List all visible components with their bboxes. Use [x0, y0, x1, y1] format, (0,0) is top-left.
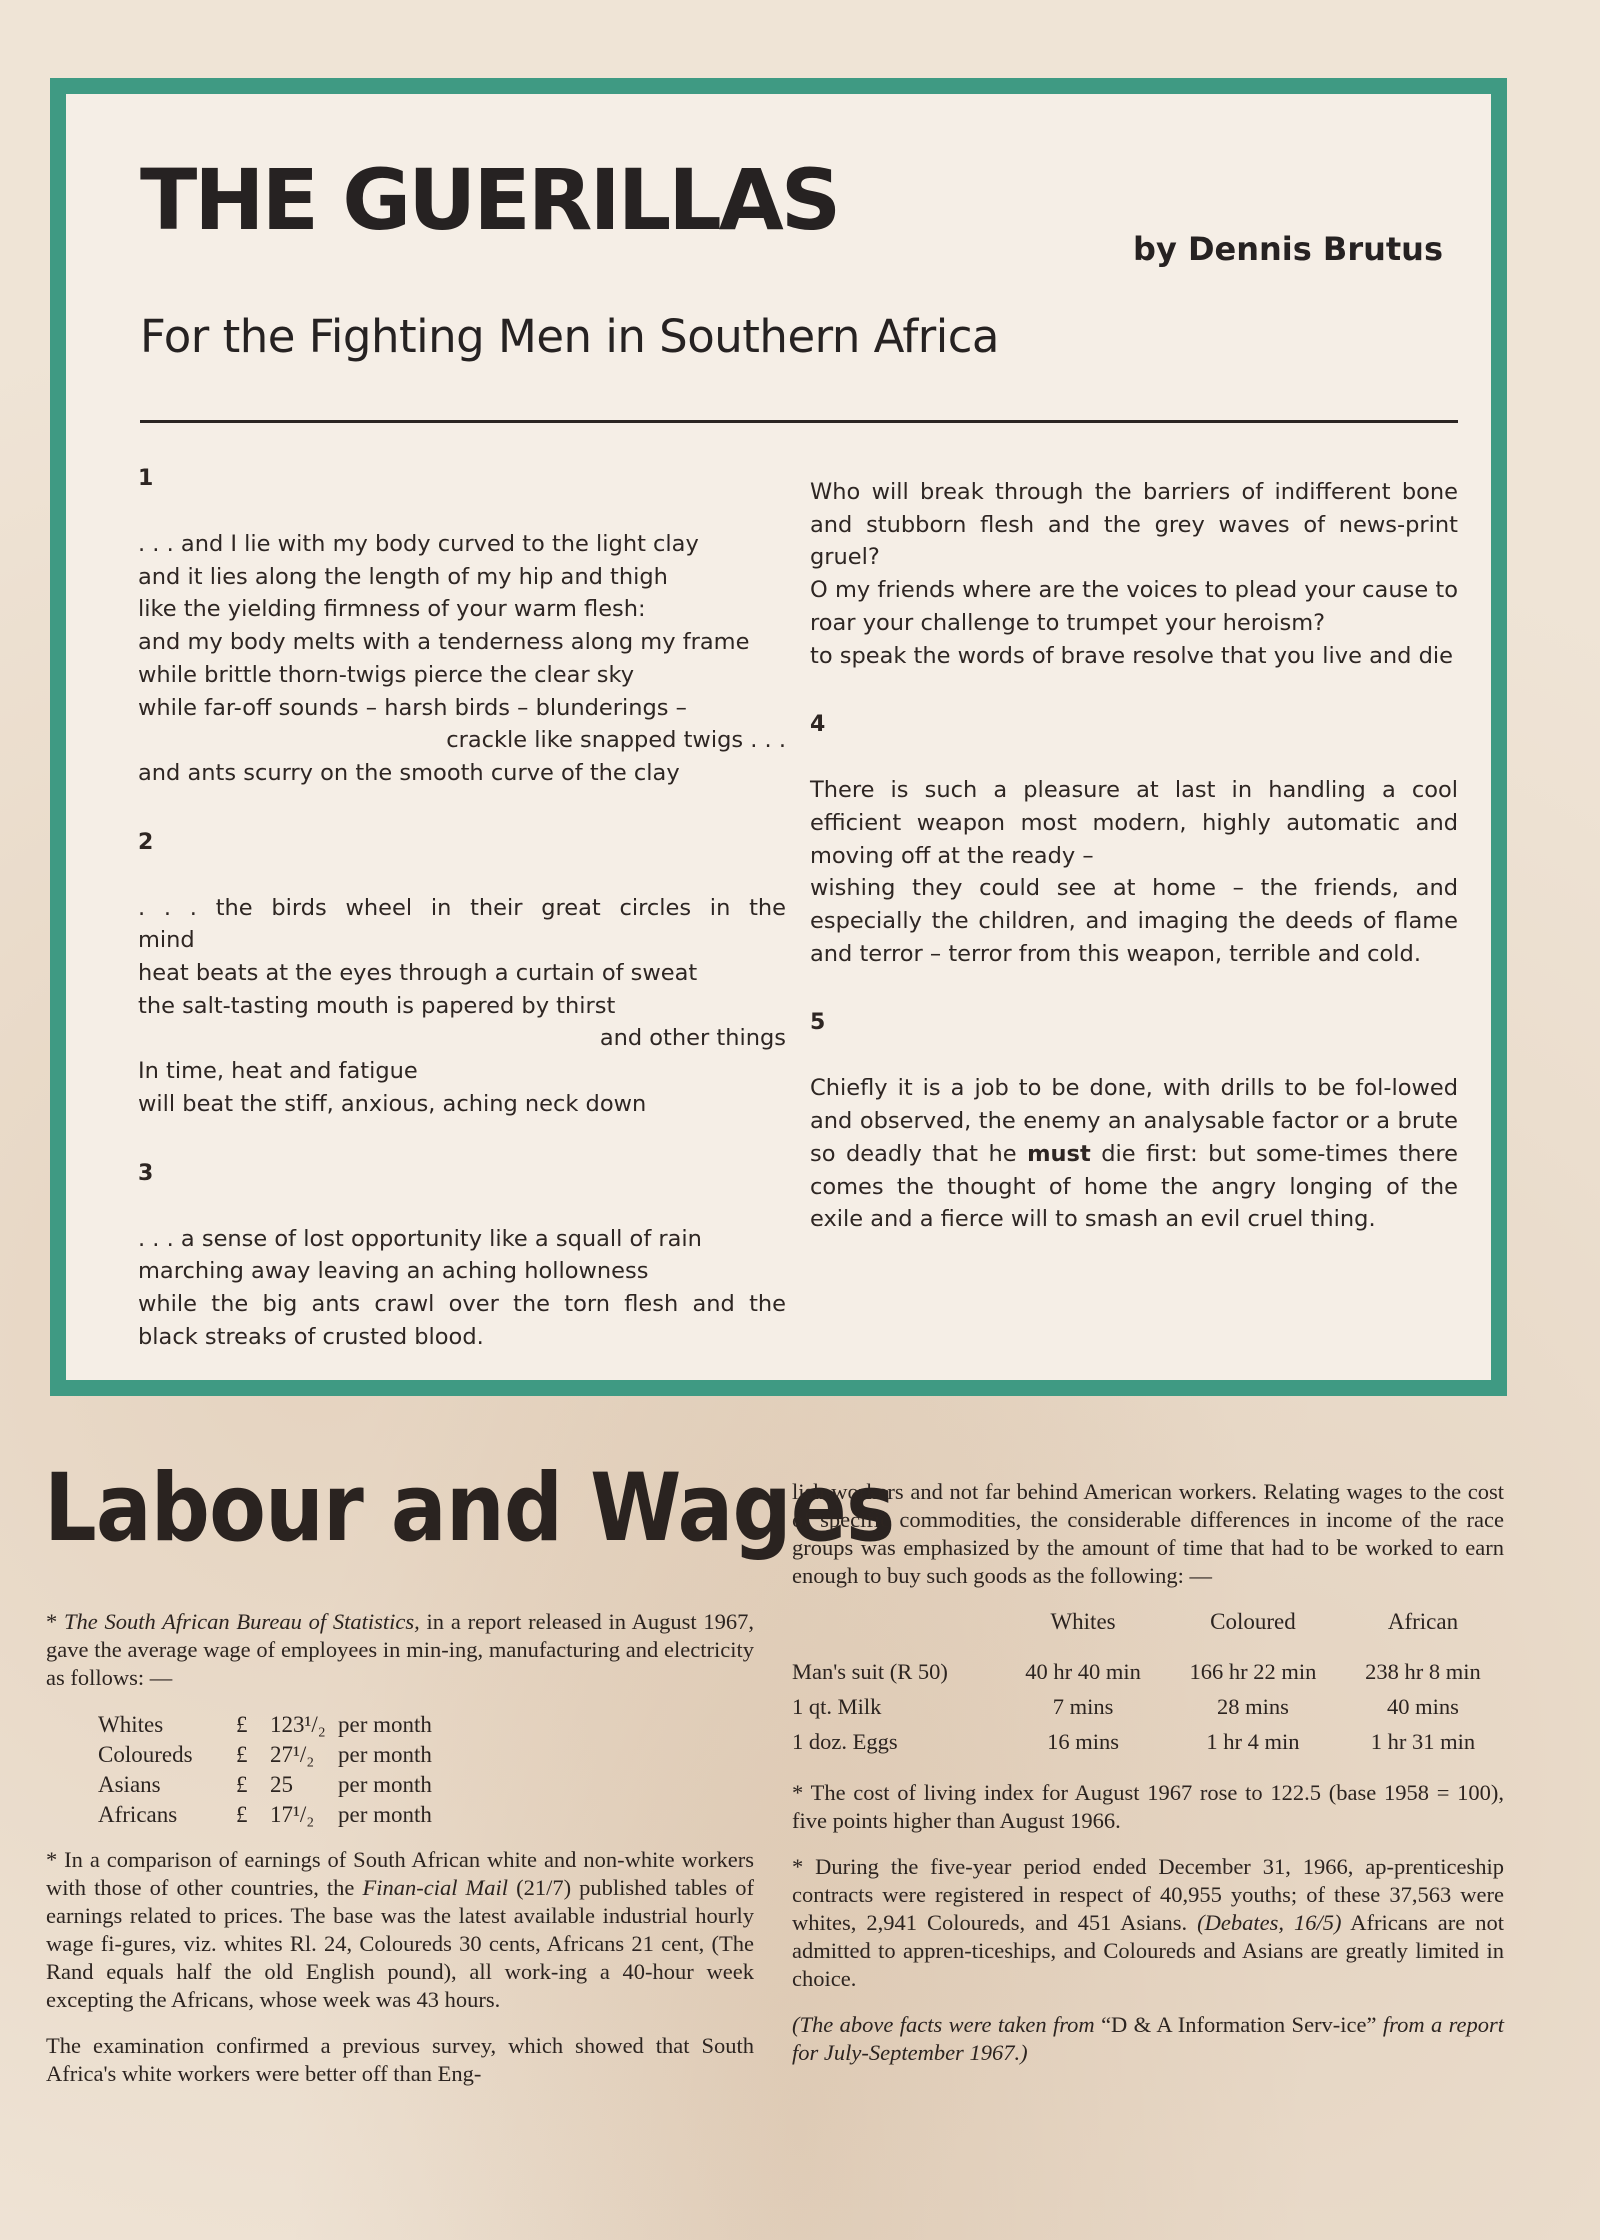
table-row: Whites £ 123¹/₂ per month: [98, 1712, 432, 1737]
poem-line: and my body melts with a tenderness along my frame: [138, 629, 750, 656]
table-header-row: Whites Coloured African: [1050, 1609, 1459, 1634]
table-row: 1 qt. Milk 7 mins 28 mins 40 mins: [792, 1694, 1459, 1719]
poem-line: while far-off sounds – harsh birds – blunderings –: [138, 694, 687, 721]
poem-line: . . . a sense of lost opportunity like a squall of rain: [138, 1225, 702, 1252]
poem-frame: [50, 78, 1507, 1396]
poem-line: Who will break through the barriers of indifferent bone and stubborn flesh and the grey waves of news-print gruel?: [810, 479, 1458, 571]
stanza-number: 5: [810, 1010, 826, 1036]
poem-line: marching away leaving an aching hollowness: [138, 1258, 649, 1285]
poem-line: heat beats at the eyes through a curtain of sweat: [138, 960, 698, 987]
table-row: Man's suit (R 50) 40 hr 40 min 166 hr 22 min 238 hr 8 min: [792, 1659, 1481, 1684]
examination-paragraph: The examination confirmed a previous survey, which showed that South Africa's white workers were better off than Eng-: [46, 2033, 754, 2086]
poem-stanza-4: [810, 710, 1458, 970]
poem-line: black streaks of crusted blood.: [138, 1323, 484, 1350]
labour-right-column: [792, 1478, 1504, 2085]
poem-stanza-3-continued: [810, 476, 1458, 672]
stanza-number: 2: [138, 829, 154, 855]
poem-title: THE GUERILLAS: [140, 151, 839, 249]
comparison-paragraph: * In a comparison of earnings of South African white and non-white workers with those of other countries, the Finan-cial Mail (21/7) published tables of earnings related to prices. The base was the latest available industrial hourly wage fi-gures, viz. whites Rl. 24, Coloureds 30 cents, Africans 21 cent, (The Rand equals half the old English pound), all work-ing a 40-hour week excepting the Africans, whose week was 43 hours.: [46, 1847, 754, 2012]
poem-line: In time, heat and fatigue: [138, 1058, 418, 1085]
poem-line: There is such a pleasure at last in handling a cool efficient weapon most modern, highly automatic and moving off at the ready –: [810, 777, 1458, 869]
continuation-paragraph: lish workers and not far behind American workers. Relating wages to the cost of specific commodities, the considerable differences in income of the race groups was emphasized by the amount of time that had to be worked to earn enough to buy such goods as the following: —: [792, 1479, 1504, 1588]
work-time-table: [792, 1608, 1504, 1759]
poem-stanza-3: [138, 1159, 786, 1354]
stanza-number: 3: [138, 1160, 154, 1186]
poem-line: crackle like snapped twigs . . .: [446, 727, 786, 754]
poem-line: wishing they could see at home – the friends, and especially the children, and imaging the deeds of flame and terror – terror from this weapon, terrible and cold.: [810, 875, 1458, 967]
poem-line: and other things: [599, 1025, 786, 1052]
poem-line: and ants scurry on the smooth curve of the clay: [138, 759, 680, 786]
poem-line: while brittle thorn-twigs pierce the clear sky: [138, 661, 635, 688]
stanza-number: 4: [810, 712, 826, 738]
poem-line: . . . and I lie with my body curved to the light clay: [138, 531, 699, 557]
table-row: 1 doz. Eggs 16 mins 1 hr 4 min 1 hr 31 min: [792, 1729, 1476, 1754]
poem-line: O my friends where are the voices to plead your cause to roar your challenge to trumpet your heroism?: [810, 577, 1458, 636]
labour-left-column: [46, 1608, 754, 2106]
poem-stanza-2: [138, 828, 786, 1121]
poem-line: the salt-tasting mouth is papered by thirst: [138, 992, 616, 1019]
cost-of-living-paragraph: * The cost of living index for August 1967 rose to 122.5 (base 1958 = 100), five points higher than August 1966.: [792, 1780, 1504, 1833]
poem-stanza-1: [138, 464, 786, 790]
poem-line: and it lies along the length of my hip and thigh: [138, 563, 668, 590]
poem-right-column: [810, 476, 1458, 1274]
poem-line: . . . the birds wheel in their great circles in the: [138, 894, 786, 921]
wage-table: [98, 1710, 432, 1830]
table-row: Coloureds £ 27¹/₂ per month: [98, 1742, 432, 1767]
poem-left-column: [138, 464, 786, 1391]
poem-line: will beat the stiff, anxious, aching neck down: [138, 1090, 647, 1117]
apprenticeship-paragraph: * During the five-year period ended December 31, 1966, ap-prenticeship contracts were registered in respect of 40,955 youths; of these 37,563 were whites, 2,941 Coloureds, and 451 Asians. (Debates, 16/5) Africans are not admitted to appren-ticeships, and Coloureds and Asians are greatly limited in choice.: [792, 1854, 1505, 1991]
poem-subtitle: For the Fighting Men in Southern Africa: [140, 310, 1000, 363]
poem-stanza-5: [810, 1008, 1458, 1236]
source-name: Finan-cial Mail: [362, 1875, 509, 1900]
source-name: (Debates, 16/5): [1197, 1910, 1342, 1935]
poem-line: to speak the words of brave resolve that you live and die: [810, 642, 1453, 669]
title-divider: [140, 420, 1458, 423]
poem-line: like the yielding firmness of your warm flesh:: [138, 596, 646, 623]
poem-author: by Dennis Brutus: [1133, 230, 1443, 268]
emphasis-word: must: [1027, 1140, 1091, 1167]
table-row: Africans £ 17¹/₂ per month: [98, 1802, 432, 1827]
stanza-number: 1: [138, 466, 154, 491]
table-row: Asians £ 25 per month: [98, 1772, 432, 1797]
source-footnote: (The above facts were taken from “D & A Information Serv-ice” from a report for July-September 1967.): [792, 2012, 1504, 2065]
poem-line: mind: [138, 927, 195, 954]
poem-line: while the big ants crawl over the torn flesh and the: [138, 1290, 786, 1317]
intro-paragraph: * The South African Bureau of Statistics, in a report released in August 1967, gave the average wage of employees in min-ing, manufacturing and electricity as follows: —: [46, 1609, 754, 1690]
poem-paragraph: Chiefly it is a job to be done, with drills to be fol-lowed and observed, the enemy an analysable factor or a brute so deadly that he must die first: but some-times there comes the thought of home the angry longing of the exile and a fierce will to smash an evil cruel thing.: [810, 1075, 1459, 1233]
source-name: The South African Bureau of Statistics,: [64, 1609, 420, 1634]
labour-title: Labour and Wages: [44, 1454, 895, 1563]
